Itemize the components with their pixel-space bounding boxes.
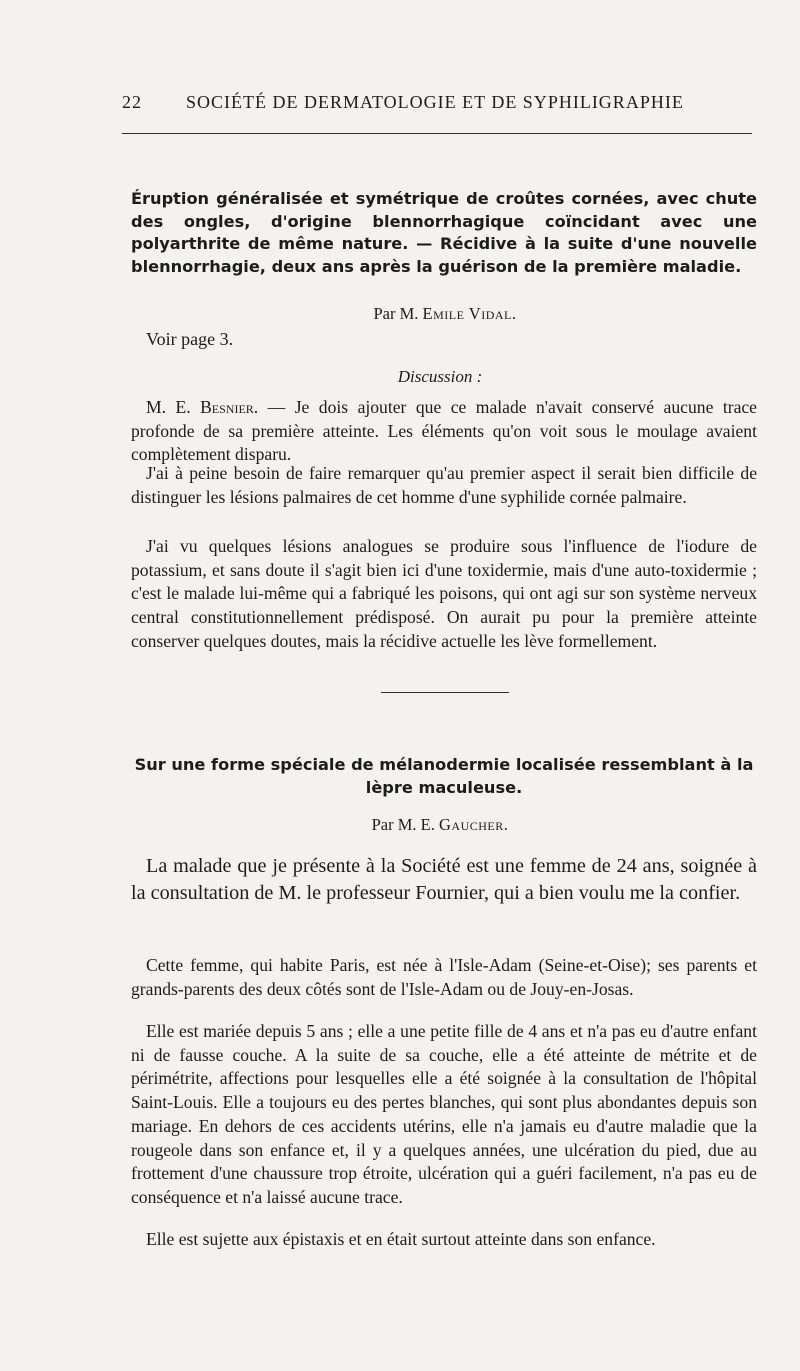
running-title: SOCIÉTÉ DE DERMATOLOGIE ET DE SYPHILIGRAPHIE xyxy=(186,92,684,112)
discussion-paragraph-2: J'ai à peine besoin de faire remarquer qu'au premier aspect il serait bien difficile de distinguer les lésions palmaires de cet homme d'une syphilide cornée palmaire. xyxy=(131,463,757,507)
discussion-paragraph-1 xyxy=(131,396,757,467)
article1-author: Emile Vidal. xyxy=(422,304,517,323)
discussion-paragraph-3: J'ai vu quelques lésions analogues se produire sous l'influence de l'iodure de potassium, et sans doute il s'agit bien ici d'une toxidermie, mais d'une auto-toxidermie ; c'est le malade lui-même qui a fabriqué les poisons, qui ont agi sur son système nerveux central constitutionnellement prédisposé. On aurait pu pour la première atteinte conserver quelques doutes, mais la récidive actuelle les lève formellement. xyxy=(131,536,757,651)
article2-intro: La malade que je présente à la Société est une femme de 24 ans, soignée à la consultation de M. le professeur Fournier, qui a bien voulu me la confier. xyxy=(131,855,757,904)
article1-byline-prefix: Par M. xyxy=(373,304,419,323)
see-page-note: Voir page 3. xyxy=(146,329,234,349)
article2-author: Gaucher. xyxy=(438,815,509,834)
article2-paragraph-2: Elle est mariée depuis 5 ans ; elle a une petite fille de 4 ans et n'a pas eu d'autre enfant ni de fausse couche. A la suite de sa couche, elle a été atteinte de métrite et de périmétrite, affections pour lesquelles elle a été soignée à la consultation de l'hôpital Saint-Louis. Elle a toujours eu des pertes blanches, qui sont plus abondantes depuis son mariage. En dehors de ces accidents utérins, elle n'a jamais eu d'autre maladie que la rougeole dans son enfance et, il y a quelques années, une ulcération du pied, due au frottement d'une chaussure trop étroite, ulcération qui a guéri facilement, n'a pas eu de conséquence et n'a laissé aucune trace. xyxy=(131,1021,757,1207)
running-header xyxy=(122,92,752,120)
page-number: 22 xyxy=(122,92,142,112)
article2-title: Sur une forme spéciale de mélanodermie localisée ressemblant à la lèpre maculeuse. xyxy=(134,755,754,797)
section-separator xyxy=(381,692,509,693)
paragraph-text: — Je dois ajouter que ce malade n'avait conservé aucune trace profonde de sa première atteinte. Les éléments qu'on voit sous le moulage avaient complètement disparu. xyxy=(131,397,757,465)
article1-title: Éruption généralisée et symétrique de croûtes cornées, avec chute des ongles, d'origine blennorrhagique coïncidant avec une polyarthrite de même nature. — Récidive à la suite d'une nouvelle blennorrhagie, deux ans après la guérison de la première maladie. xyxy=(131,189,757,276)
discussion-label: Discussion : xyxy=(397,367,483,386)
article2-paragraph-1: Cette femme, qui habite Paris, est née à l'Isle-Adam (Seine-et-Oise); ses parents et grands-parents des deux côtés sont de l'Isle-Adam ou de Jouy-en-Josas. xyxy=(131,955,757,999)
article2-byline xyxy=(0,815,800,835)
speaker-name: M. E. Besnier. xyxy=(146,397,259,417)
article2-paragraph-3: Elle est sujette aux épistaxis et en était surtout atteinte dans son enfance. xyxy=(146,1229,656,1249)
article1-byline xyxy=(0,304,800,324)
header-rule xyxy=(122,133,752,134)
article2-byline-prefix: Par M. E. xyxy=(371,815,435,834)
